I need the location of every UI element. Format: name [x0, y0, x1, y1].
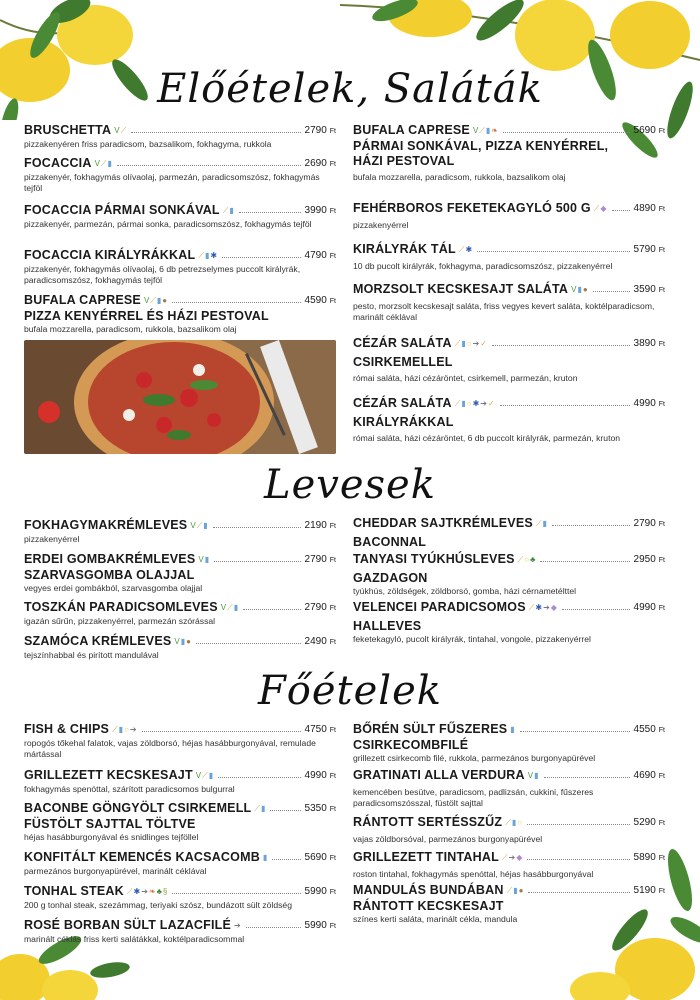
section-title-appetizers: Előételek, Saláták	[157, 66, 543, 112]
menu-item-rantott-szuz	[353, 815, 665, 845]
item-desc: marinált céklás friss kerti salátákkal, koktélparadicsommal	[24, 934, 245, 944]
item-price: 3890	[633, 338, 656, 349]
crab-icon: ✱	[210, 251, 218, 260]
item-name: FOCACCIA PÁRMAI SONKÁVAL	[24, 203, 220, 217]
item-desc: ropogós tőkehal falatok, vajas zöldborsó, héjas hasábburgonyával, remulade mártással	[24, 738, 316, 759]
fish-icon: ➔	[543, 603, 550, 612]
item-desc: bufala mozzarella, paradicsom, rukkola, bazsalikom olaj	[24, 324, 237, 334]
mustard-icon: ✓	[480, 339, 487, 348]
item-name-line2: PÁRMAI SONKÁVAL, PIZZA KENYÉRREL,	[353, 139, 609, 153]
item-desc: tyúkhús, zöldségek, zöldborsó, gomba, házi cérnametélttel	[353, 586, 577, 596]
item-desc: vajas zöldborsóval, parmezános burgonyapürével	[353, 834, 543, 844]
currency-label: Ft	[658, 773, 665, 780]
item-name-line2: SZARVASGOMBA OLAJJAL	[24, 568, 195, 582]
pizza-photo	[24, 340, 336, 454]
vegan-icon: V	[190, 521, 196, 530]
item-desc: pesto, morzsolt kecskesajt saláta, friss vegyes kevert saláta, koktélparadicsom, marinált céklával	[353, 301, 655, 322]
item-price: 4690	[633, 770, 656, 781]
item-price: 4990	[304, 770, 327, 781]
milk-icon: ▮	[180, 637, 186, 646]
currency-label: Ft	[329, 298, 336, 305]
soy-icon: §	[162, 887, 168, 896]
milk-icon: ▮	[204, 555, 210, 564]
currency-label: Ft	[658, 888, 665, 895]
item-desc: bufala mozzarella, paradicsom, rukkola, bazsalikom olaj	[353, 172, 566, 182]
allergen-icons	[536, 516, 548, 531]
milk-icon: ▮	[461, 399, 466, 408]
allergen-icons	[473, 123, 499, 138]
menu-item-bruschetta	[24, 123, 336, 150]
gluten-icon: ⟋	[458, 245, 465, 254]
item-price: 3990	[304, 205, 327, 216]
item-name-line2: PIZZA KENYÉRREL ÉS HÁZI PESTOVAL	[24, 309, 269, 323]
menu-item-focaccia-kiraly	[24, 248, 336, 286]
allergen-icons	[518, 552, 537, 567]
allergen-icons	[507, 883, 525, 898]
nut-icon: ●	[518, 886, 524, 895]
item-desc: parmezános burgonyapürével, marinált céklával	[24, 866, 207, 876]
gluten-icon: ⟋	[501, 853, 508, 862]
milk-icon: ▮	[577, 285, 582, 294]
currency-label: Ft	[658, 247, 665, 254]
allergen-icons	[221, 600, 239, 615]
gluten-icon: ⟋	[454, 339, 461, 348]
mussel-icon: ◆	[600, 204, 607, 213]
item-price: 4790	[304, 250, 327, 261]
item-desc: igazán sűrűn, pizzakenyérrel, parmezán szórással	[24, 616, 216, 626]
currency-label: Ft	[329, 161, 336, 168]
vegan-icon: V	[220, 603, 227, 612]
gluten-icon: ⟋	[150, 296, 156, 305]
crab-icon: ✱	[535, 603, 543, 612]
celery-icon: ♣	[530, 555, 536, 564]
allergen-icons	[114, 123, 127, 138]
vegan-icon: V	[571, 285, 577, 294]
item-price: 4890	[633, 203, 656, 214]
item-name: FEHÉRBOROS FEKETEKAGYLÓ 500 G	[353, 201, 591, 215]
allergen-icons	[196, 768, 214, 783]
allergen-icons	[528, 768, 540, 783]
item-price: 2950	[633, 554, 656, 565]
item-name: GRATINATI ALLA VERDURA	[353, 768, 525, 782]
gluten-icon: ⟋	[227, 603, 233, 612]
item-name: VELENCEI PARADICSOMOS	[353, 600, 526, 614]
allergen-icons	[95, 156, 113, 171]
item-desc: tejszínhabbal és pirított mandulával	[24, 650, 159, 660]
shrimp-icon: ❧	[491, 126, 498, 135]
menu-item-tanyasi	[353, 552, 665, 597]
item-desc: vegyes erdei gombákból, szarvasgomba olajjal	[24, 583, 203, 593]
allergen-icons	[223, 203, 235, 218]
item-price: 5990	[304, 920, 327, 931]
item-desc: héjas hasábburgonyával és snidlinges tejföllel	[24, 832, 199, 842]
item-name: MANDULÁS BUNDÁBAN	[353, 883, 504, 897]
item-desc: pizzakenyér, fokhagymás olívaolaj, 6 db petrezselymes puccolt királyrák, paradicsomszósz, fokhagymás tejföl	[24, 264, 301, 285]
item-price: 3590	[633, 284, 656, 295]
allergen-icons	[144, 293, 168, 308]
currency-label: Ft	[329, 128, 336, 135]
menu-item-cezar-csirke	[353, 336, 665, 384]
allergen-icons	[254, 801, 266, 816]
section-title-mains: Főételek	[258, 668, 442, 714]
item-name: FISH & CHIPS	[24, 722, 110, 736]
currency-label: Ft	[658, 341, 665, 348]
gluten-icon: ⟋	[593, 204, 600, 213]
item-desc: fokhagymás spenóttal, szárított paradicsomos bulgurral	[24, 784, 235, 794]
vegan-icon: V	[174, 637, 180, 646]
menu-item-szamoca	[24, 634, 336, 661]
gluten-icon: ⟋	[196, 521, 203, 530]
item-name: BRUSCHETTA	[24, 123, 112, 137]
item-name: CHEDDAR SAJTKRÉMLEVES	[353, 516, 533, 530]
allergen-icons	[198, 248, 218, 263]
currency-label: Ft	[658, 401, 665, 408]
item-price: 5350	[304, 803, 327, 814]
milk-icon: ▮	[118, 725, 124, 734]
item-name: FOKHAGYMAKRÉMLEVES	[24, 518, 188, 532]
item-name: RÁNTOTT SERTÉSSZŰZ	[353, 815, 503, 829]
item-desc: 10 db pucolt királyrák, fokhagyma, paradicsomszósz, pizzakenyérrel	[353, 261, 613, 271]
gluten-icon: ⟋	[528, 603, 535, 612]
currency-label: Ft	[658, 727, 665, 734]
item-name: SZAMÓCA KRÉMLEVES	[24, 634, 172, 648]
allergen-icons	[127, 884, 168, 899]
nut-icon: ●	[186, 637, 191, 646]
egg-icon: ○	[524, 555, 530, 564]
menu-item-morzsolt	[353, 282, 665, 323]
allergen-icons	[455, 396, 496, 411]
item-price: 2790	[304, 125, 327, 136]
item-name: BUFALA CAPRESE	[24, 293, 141, 307]
item-price: 2790	[304, 602, 327, 613]
item-price: 4750	[304, 724, 327, 735]
milk-icon: ▮	[485, 126, 491, 135]
menu-item-fokhagyma	[24, 518, 336, 545]
gluten-icon: ⟋	[198, 251, 204, 260]
item-name: BACONBE GÖNGYÖLT CSIRKEMELL	[24, 801, 252, 815]
fish-icon: ➔	[141, 887, 148, 896]
menu-item-velencei	[353, 600, 665, 645]
vegan-icon: V	[94, 159, 100, 168]
milk-icon: ▮	[262, 853, 268, 862]
crab-icon: ✱	[133, 887, 141, 896]
item-name: ERDEI GOMBAKRÉMLEVES	[24, 552, 196, 566]
allergen-icons	[190, 518, 208, 533]
item-name-line3: HÁZI PESTOVAL	[353, 154, 455, 168]
allergen-icons	[529, 600, 558, 615]
item-desc: pizzakenyérrel	[353, 220, 409, 230]
vegan-icon: V	[114, 126, 120, 135]
currency-label: Ft	[658, 855, 665, 862]
menu-item-csirkecomb	[353, 722, 665, 764]
allergen-icons	[263, 850, 268, 865]
item-price: 4590	[304, 295, 327, 306]
gluten-icon: ⟋	[517, 555, 524, 564]
item-name: ROSÉ BORBAN SÜLT LAZACFILÉ	[24, 918, 232, 932]
item-price: 4550	[633, 724, 656, 735]
item-name: GRILLEZETT TINTAHAL	[353, 850, 499, 864]
gluten-icon: ⟋	[222, 206, 229, 215]
currency-label: Ft	[329, 773, 336, 780]
item-price: 2490	[304, 636, 327, 647]
gluten-icon: ⟋	[479, 126, 485, 135]
currency-label: Ft	[329, 253, 336, 260]
menu-item-tintahal	[353, 850, 665, 880]
currency-label: Ft	[329, 557, 336, 564]
item-price: 5990	[304, 886, 327, 897]
allergen-icons	[571, 282, 589, 297]
item-name: TANYASI TYÚKHÚSLEVES	[353, 552, 515, 566]
item-desc: pizzakenyérrel	[24, 534, 80, 544]
item-name: TONHAL STEAK	[24, 884, 124, 898]
currency-label: Ft	[329, 605, 336, 612]
currency-label: Ft	[658, 521, 665, 528]
gluten-icon: ⟋	[506, 886, 513, 895]
item-desc: pizzakenyér, fokhagymás olívaolaj, parmezán, paradicsomszósz, fokhagymás tejföl	[24, 172, 320, 193]
item-price: 5790	[633, 244, 656, 255]
currency-label: Ft	[329, 806, 336, 813]
fish-icon: ➔	[508, 853, 516, 862]
egg-icon: ○	[124, 725, 129, 734]
vegan-icon: V	[472, 126, 479, 135]
menu-item-kiralyrak-tal	[353, 242, 665, 272]
item-desc: grillezett csirkecomb filé, rukkola, parmezános burgonyapürével	[353, 753, 596, 763]
milk-icon: ▮	[534, 771, 539, 780]
milk-icon: ▮	[233, 603, 239, 612]
item-name-line2: RÁNTOTT KECSKESAJT	[353, 899, 504, 913]
menu-item-tonhal	[24, 884, 336, 911]
mussel-icon: ◆	[516, 853, 523, 862]
vegan-icon: V	[195, 771, 202, 780]
item-desc: színes kerti saláta, marinált cékla, mandula	[353, 914, 518, 924]
allergen-icons	[505, 815, 523, 830]
item-price: 5890	[633, 852, 656, 863]
item-price: 4990	[633, 398, 656, 409]
currency-label: Ft	[658, 605, 665, 612]
item-price: 2790	[633, 518, 656, 529]
menu-item-lazac	[24, 918, 336, 945]
item-price: 5690	[304, 852, 327, 863]
item-price: 2690	[304, 158, 327, 169]
allergen-icons	[174, 634, 192, 649]
item-desc: római saláta, házi cézáröntet, csirkemell, parmezán, kruton	[353, 373, 578, 383]
vegan-icon: V	[143, 296, 150, 305]
currency-label: Ft	[329, 855, 336, 862]
milk-icon: ▮	[510, 725, 515, 734]
menu-item-cezar-kiraly	[353, 396, 665, 444]
currency-label: Ft	[329, 208, 336, 215]
item-name-line2: CSIRKEMELLEL	[353, 355, 453, 369]
milk-icon: ▮	[513, 886, 518, 895]
allergen-icons	[459, 242, 473, 257]
egg-icon: ○	[517, 818, 523, 827]
milk-icon: ▮	[461, 339, 466, 348]
menu-item-bufala-parmai	[353, 123, 665, 183]
gluten-icon: ⟋	[126, 887, 133, 896]
menu-item-mandulas	[353, 883, 665, 925]
milk-icon: ▮	[107, 159, 112, 168]
nut-icon: ●	[582, 285, 588, 294]
menu-item-feketekagylo	[353, 201, 665, 231]
allergen-icons	[594, 201, 608, 216]
item-name-line2: CSIRKECOMBFILÉ	[353, 738, 469, 752]
menu-item-erdei	[24, 552, 336, 594]
item-desc: 200 g tonhal steak, szezámmag, teriyaki szósz, bundázott sült zöldség	[24, 900, 292, 910]
allergen-icons	[112, 722, 138, 737]
menu-item-kacsacomb	[24, 850, 336, 877]
currency-label: Ft	[329, 923, 336, 930]
egg-icon: ○	[466, 339, 472, 348]
item-desc: feketekagyló, pucolt királyrák, tintahal, vongole, pizzakenyérrel	[353, 634, 591, 644]
item-price: 2790	[304, 554, 327, 565]
item-name: MORZSOLT KECSKESAJT SALÁTA	[353, 282, 569, 296]
milk-icon: ▮	[542, 519, 547, 528]
crab-icon: ✱	[472, 399, 480, 408]
menu-item-focaccia-parmai	[24, 203, 336, 230]
egg-icon: ○	[466, 399, 472, 408]
milk-icon: ▮	[203, 521, 208, 530]
gluten-icon: ⟋	[535, 519, 542, 528]
item-desc: pizzakenyér, parmezán, pármai sonka, paradicsomszósz, fokhagymás tejföl	[24, 219, 312, 229]
celery-icon: ♣	[156, 887, 162, 896]
item-desc: kemencében besütve, paradicsom, padlizsán, cukkini, fűszeres paradicsomszósszal, füstölt sajttal	[353, 787, 594, 808]
currency-label: Ft	[658, 820, 665, 827]
milk-icon: ▮	[208, 771, 214, 780]
section-title-soups: Levesek	[264, 462, 436, 508]
fish-icon: ➔	[472, 339, 480, 348]
fish-icon: ➔	[480, 399, 487, 408]
vegan-icon: V	[527, 771, 534, 780]
vegan-icon: V	[198, 555, 204, 564]
milk-icon: ▮	[511, 818, 517, 827]
currency-label: Ft	[658, 206, 665, 213]
menu-item-baconbe	[24, 801, 336, 843]
mustard-icon: ✓	[487, 399, 495, 408]
menu-item-kecskesajt	[24, 768, 336, 795]
item-name: TOSZKÁN PARADICSOMLEVES	[24, 600, 218, 614]
gluten-icon: ⟋	[454, 399, 461, 408]
item-name-line2: KIRÁLYRÁKKAL	[353, 415, 454, 429]
menu-item-bufala-pizza	[24, 293, 336, 335]
item-name-line2: BACONNAL	[353, 535, 427, 549]
currency-label: Ft	[329, 639, 336, 646]
item-name: GRILLEZETT KECSKESAJT	[24, 768, 193, 782]
milk-icon: ▮	[229, 206, 234, 215]
crab-icon: ✱	[465, 245, 473, 254]
item-name: CÉZÁR SALÁTA	[353, 336, 452, 350]
gluten-icon: ⟋	[100, 159, 107, 168]
gluten-icon: ⟋	[505, 818, 511, 827]
milk-icon: ▮	[261, 804, 266, 813]
allergen-icons	[455, 336, 488, 351]
item-price: 5690	[633, 125, 656, 136]
item-desc: pizzakenyéren friss paradicsom, bazsalikom, fokhagyma, rukkola	[24, 139, 272, 149]
item-name-line2: GAZDAGON	[353, 571, 428, 585]
nut-icon: ●	[162, 296, 168, 305]
item-name: KONFITÁLT KEMENCÉS KACSACOMB	[24, 850, 260, 864]
menu-item-gratinati	[353, 768, 665, 809]
item-name-line2: HALLEVES	[353, 619, 422, 633]
mussel-icon: ◆	[550, 603, 557, 612]
item-name: BUFALA CAPRESE	[353, 123, 470, 137]
milk-icon: ▮	[204, 251, 210, 260]
item-name-line2: FÜSTÖLT SAJTTAL TÖLTVE	[24, 817, 196, 831]
currency-label: Ft	[658, 287, 665, 294]
currency-label: Ft	[658, 557, 665, 564]
item-name: CÉZÁR SALÁTA	[353, 396, 452, 410]
item-price: 2190	[304, 520, 327, 531]
item-price: 5190	[633, 885, 656, 896]
allergen-icons	[502, 850, 523, 865]
menu-item-fish-chips	[24, 722, 336, 760]
gluten-icon: ⟋	[254, 804, 261, 813]
item-name: KIRÁLYRÁK TÁL	[353, 242, 456, 256]
item-desc: roston tintahal, fokhagymás spenóttal, héjas hasábburgonyával	[353, 869, 594, 879]
item-desc: római saláta, házi cézáröntet, 6 db puccolt királyrák, parmezán, kruton	[353, 433, 621, 443]
allergen-icons	[510, 722, 515, 737]
item-name: FOCACCIA KIRÁLYRÁKKAL	[24, 248, 196, 262]
item-price: 4990	[633, 602, 656, 613]
menu-item-cheddar	[353, 516, 665, 550]
currency-label: Ft	[329, 523, 336, 530]
menu-item-focaccia	[24, 156, 336, 194]
gluten-icon: ⟋	[120, 126, 127, 135]
currency-label: Ft	[329, 727, 336, 734]
sesame-icon: ❧	[148, 887, 156, 896]
item-name: FOCACCIA	[24, 156, 92, 170]
allergen-icons	[198, 552, 210, 567]
fish-icon: ➔	[129, 725, 137, 734]
currency-label: Ft	[329, 889, 336, 896]
menu-item-toszkan	[24, 600, 336, 627]
gluten-icon: ⟋	[112, 725, 118, 734]
gluten-icon: ⟋	[202, 771, 208, 780]
milk-icon: ▮	[156, 296, 162, 305]
item-name: BŐRÉN SÜLT FŰSZERES	[353, 722, 508, 736]
allergen-icons	[234, 918, 242, 933]
item-price: 5290	[633, 817, 656, 828]
fish-icon: ➔	[234, 921, 241, 930]
currency-label: Ft	[658, 128, 665, 135]
